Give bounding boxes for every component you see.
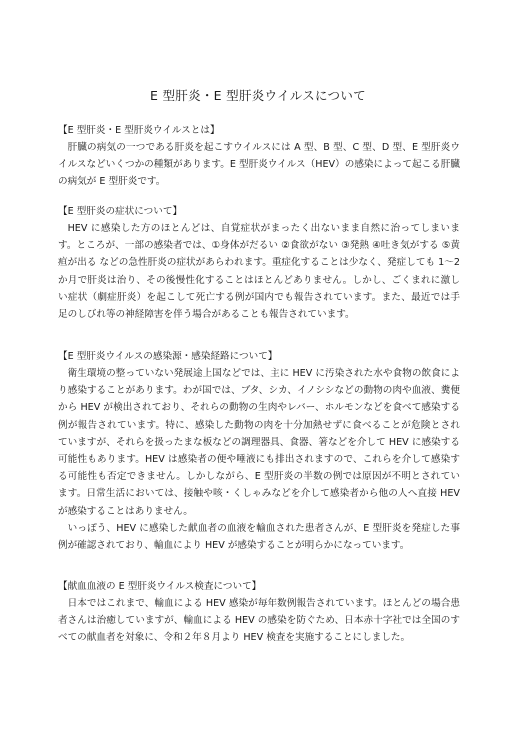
section-about-hepatitis-e	[58, 122, 460, 191]
section-heading: 【E 型肝炎の症状について】	[58, 206, 183, 217]
section-heading: 【献血血液の E 型肝炎ウイルス検査について】	[58, 581, 262, 592]
section-paragraph: 衛生環境の整っていない発展途上国などでは、主に HEV に汚染された水や食物の飲食により感染することがあります。わが国では、ブタ、シカ、イノシシなどの動物の肉や血液、糞便から HEV が検出されており、それらの動物の生肉やレバー、ホルモンなどを食べて感染する例が報告されています。特に、感染した動物の肉を十分加熱せずに食べることが危険とされていますが、それらを扱ったまな板などの調理器具、食器、箸などを介して HEV に感染する可能性もあります。HEV は感染者の便や唾液にも排出されますので、これらを介して感染する可能性も否定できません。しかしながら、E 型肝炎の半数の例では原因が不明とされています。日常生活においては、接触や咳・くしゃみなどを介して感染者から他の人へ直接 HEV が感染することはありません。	[58, 368, 460, 517]
section-infection-routes	[58, 348, 460, 554]
section-paragraph: HEV に感染した方のほとんどは、自覚症状がまったく出ないまま自然に治ってしまいます。ところが、一部の感染者では、①身体がだるい ②食欲がない ③発熱 ④吐き気がする ⑤黄疸が出る などの急性肝炎の症状があらわれます。重症化することは少なく、発症しても 1〜2 か月で肝炎は治り、その後慢性化することはほとんどありません。しかし、ごくまれに激しい症状（劇症肝炎）を起こして死亡する例が国内でも報告されています。また、最近では手足のしびれ等の神経障害を伴う場合があることも報告されています。	[58, 223, 460, 321]
section-paragraph: 肝臓の病気の一つである肝炎を起こすウイルスには A 型、B 型、C 型、D 型、E 型肝炎ウイルスなどいくつかの種類があります。E 型肝炎ウイルス（HEV）の感染によって起こる肝臓の病気が E 型肝炎です。	[58, 142, 460, 188]
document-title: E 型肝炎・E 型肝炎ウイルスについて	[150, 88, 366, 103]
section-paragraph: 日本ではこれまで、輸血による HEV 感染が毎年数例報告されています。ほとんどの場合患者さんは治癒していますが、輸血による HEV の感染を防ぐため、日本赤十字社では全国のすべての献血者を対象に、令和２年８月より HEV 検査を実施することにしました。	[58, 598, 460, 644]
section-blood-donation-testing	[58, 578, 460, 647]
section-symptoms	[58, 203, 460, 323]
section-paragraph: いっぽう、HEV に感染した献血者の血液を輸血された患者さんが、E 型肝炎を発症した事例が確認されており、輸血により HEV が感染することが明らかになっています。	[58, 522, 460, 552]
section-heading: 【E 型肝炎ウイルスの感染源・感染経路について】	[58, 351, 278, 362]
section-heading: 【E 型肝炎・E 型肝炎ウイルスとは】	[58, 125, 220, 136]
